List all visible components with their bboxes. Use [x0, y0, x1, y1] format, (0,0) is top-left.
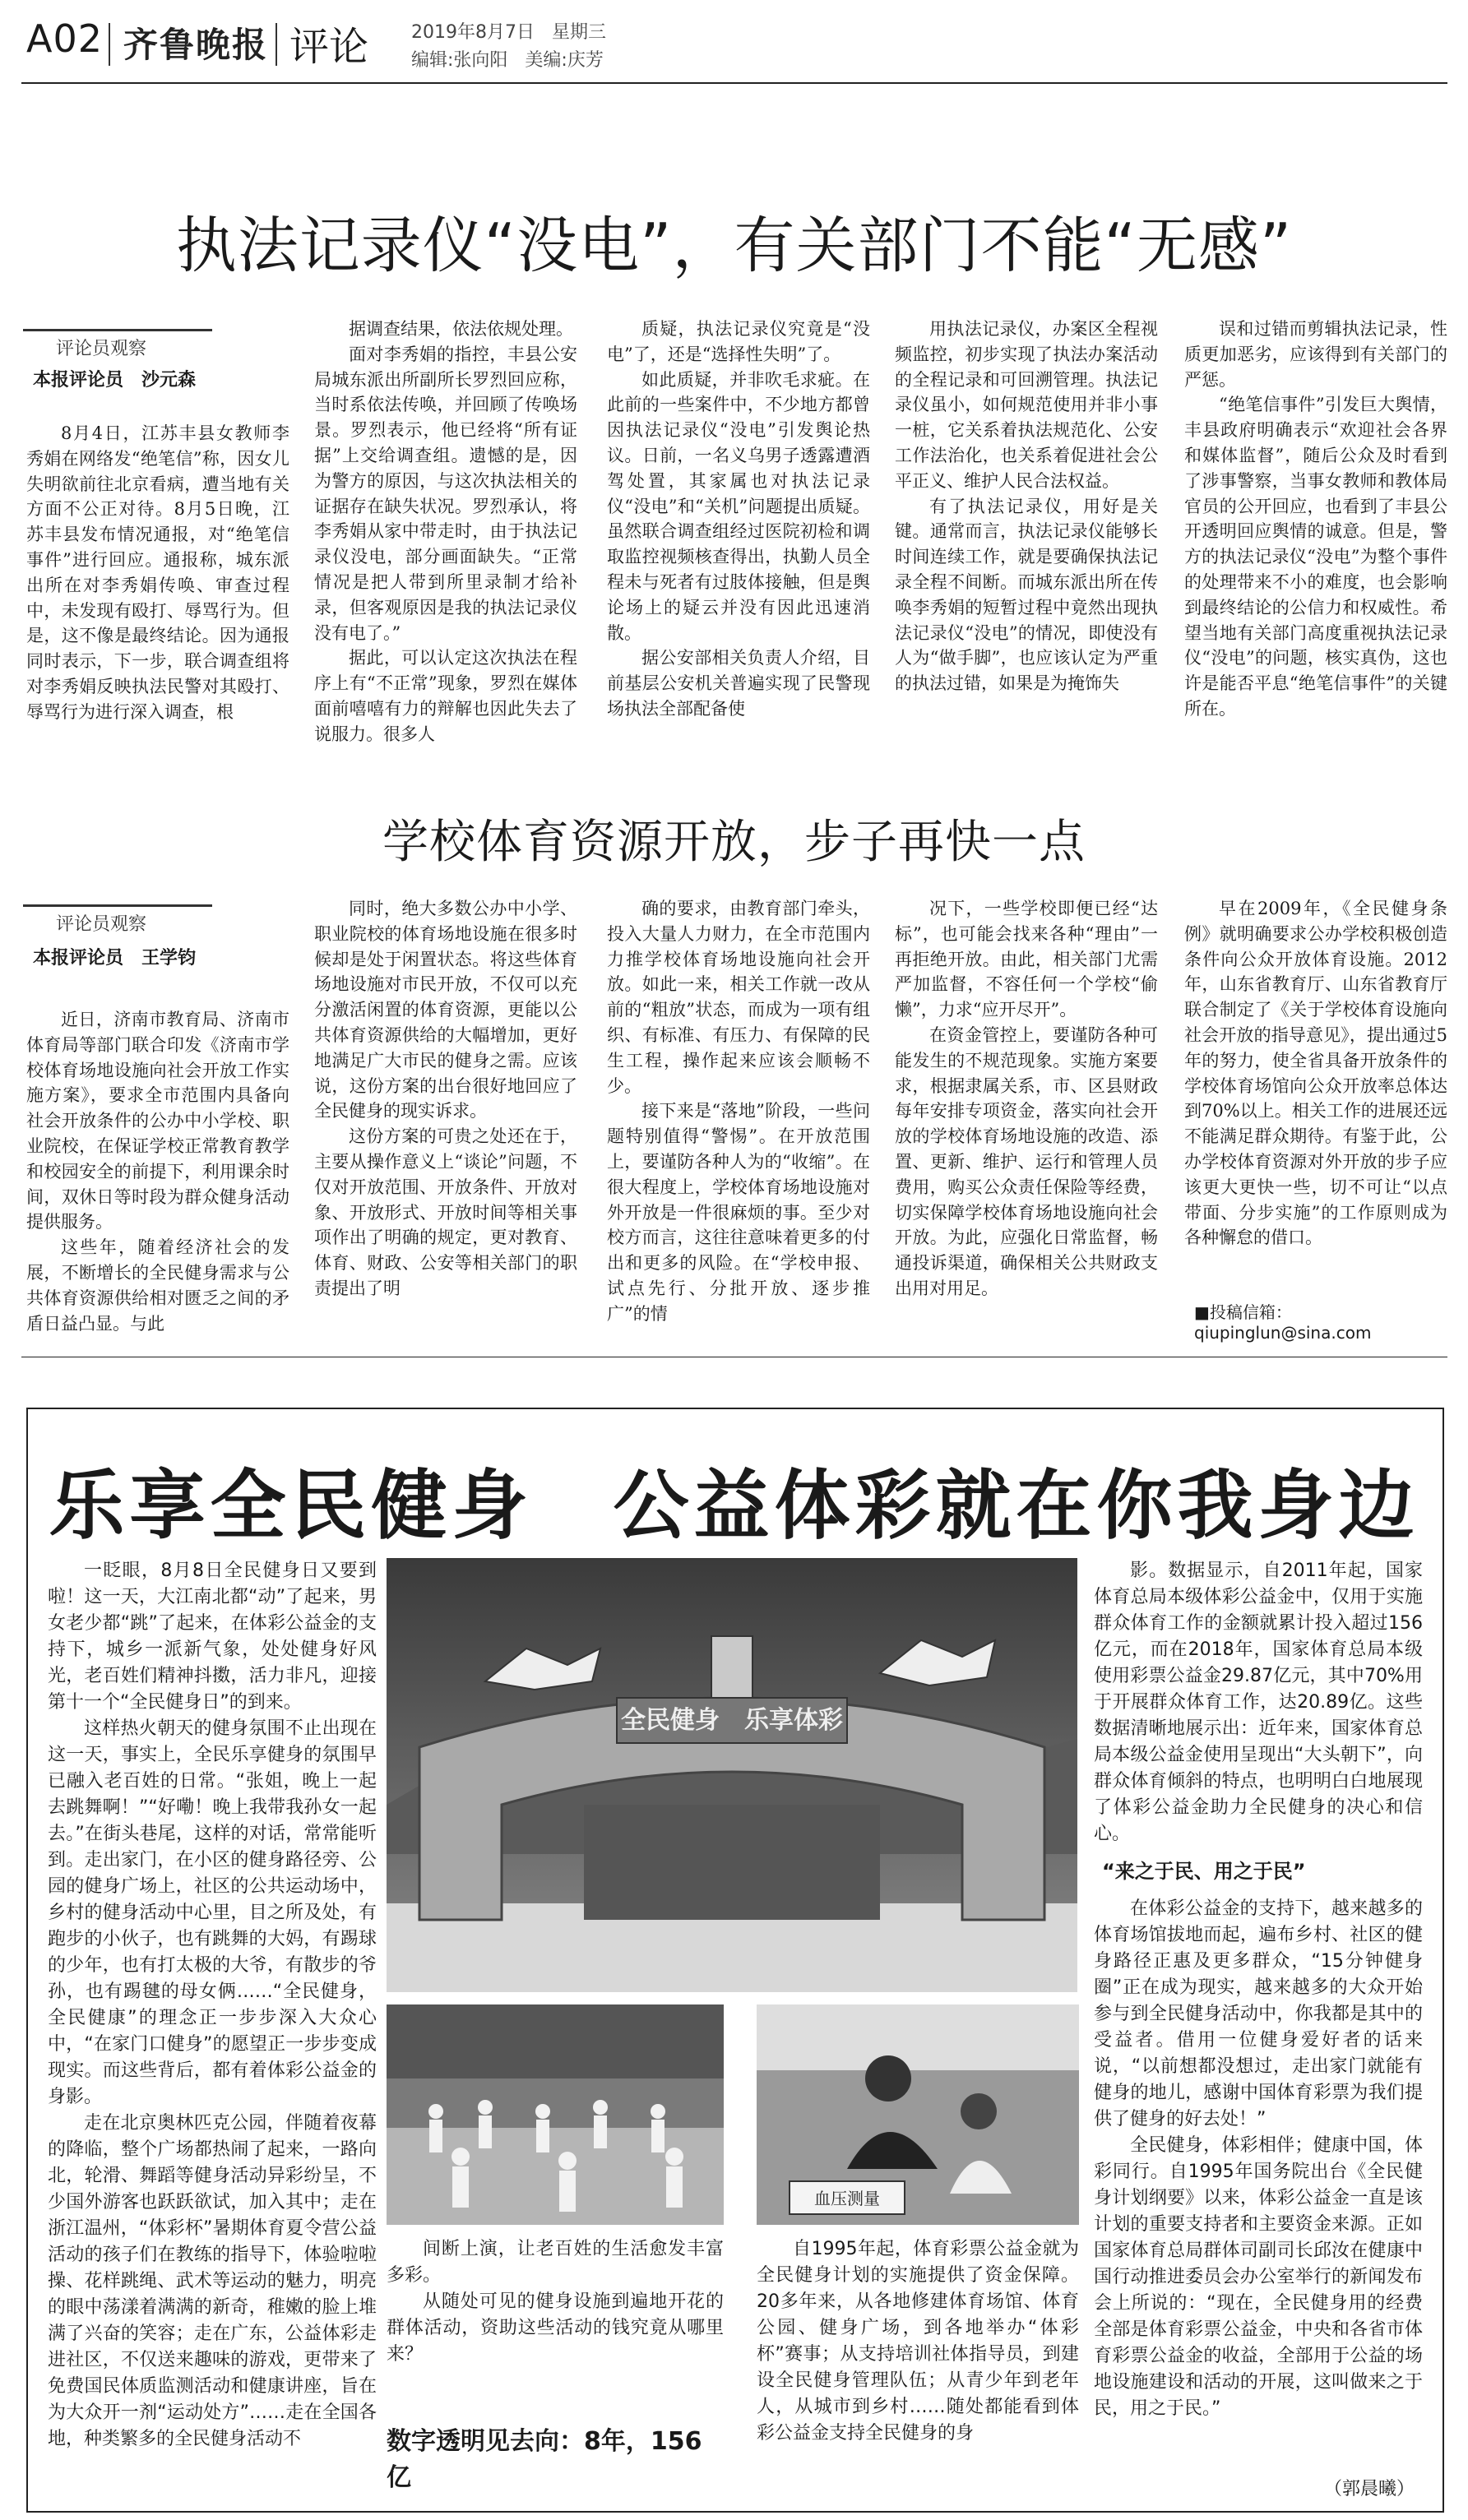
article2-column-2	[314, 896, 577, 1302]
headline-article2: 学校体育资源开放，步子再快一点	[382, 816, 1086, 869]
article1-column-2	[314, 317, 577, 747]
paragraph: 间断上演，让老百姓的生活愈发丰富多彩。	[387, 2239, 724, 2286]
masthead-rule	[21, 82, 1447, 84]
masthead	[0, 0, 1468, 90]
issue-date: 2019年8月7日 星期三	[411, 22, 606, 43]
article1-column-3	[607, 317, 870, 722]
paragraph: 误和过错而剪辑执法记录，性质更加恶劣，应该得到有关部门的严惩。	[1184, 319, 1447, 390]
feature-subhead-figures: 数字透明见去向：8年，156亿	[387, 2427, 702, 2492]
article2-column-4	[895, 896, 1158, 1302]
feature-column-4b	[1094, 1896, 1423, 2422]
section-name: 评论	[289, 24, 369, 70]
feature-column-1	[48, 1558, 377, 2453]
photo-blood-pressure	[757, 2004, 1079, 2225]
divider	[276, 23, 277, 66]
paragraph: 据调查结果，依法依规处理。	[349, 319, 573, 339]
article2-column-1	[26, 1007, 289, 1336]
paragraph: 据此，可以认定这次执法在程序上有“不正常”现象，罗烈在媒体面前嘻嘻有力的辩解也因此失去了说服力。很多人	[314, 648, 577, 744]
paragraph: 这些年，随着经济社会的发展，不断增长的全民健身需求与公共体育资源供给相对匮乏之间的矛盾日益凸显。与此	[26, 1237, 289, 1334]
article2-column-5	[1184, 896, 1447, 1251]
paragraph: 如此质疑，并非吹毛求疵。在此前的一些案件中，不少地方都曾因执法记录仪“没电”引发舆论热议。日前，一名义乌男子透露遭酒驾处置，其家属也对执法记录仪“没电”和“关机”问题提出质疑。虽然联合调查组经过医院初检和调取监控视频核查得出，执勤人员全程未与死者有过肢体接触，但是舆论场上的疑云并没有因此迅速消散。	[607, 369, 870, 643]
column-tag: 评论员观察	[23, 904, 212, 936]
paragraph: 面对李秀娟的指控，丰县公安局城东派出所副所长罗烈回应称，当时系依法传唤，并回顾了传唤场景。罗烈表示，他已经将“所有证据”上交给调查组。遗憾的是，因为警方的原因，与这次执法相关的证据存在缺失状况。罗烈承认，将李秀娟从家中带走时，由于执法记录仪没电，部分画面缺失。“正常情况是把人带到所里录制才给补录，但客观原因是我的执法记录仪没有电了。”	[314, 344, 577, 643]
paragraph: 从随处可见的健身设施到遍地开花的群体活动，资助这些活动的钱究竟从哪里来？	[387, 2291, 724, 2365]
paragraph: 这份方案的可贵之处还在于，主要从操作意义上“谈论”问题，不仅对开放范围、开放条件、开放对象、开放形式、开放时间等相关事项作出了明确的规定，更对教育、体育、财政、公安等相关部门的职责提出了明	[314, 1126, 577, 1298]
submission-email: ■投稿信箱：qiupinglun@sina.com	[1194, 1302, 1372, 1343]
paragraph: 影。数据显示，自2011年起，国家体育总局本级体彩公益金中，仅用于实施群众体育工作的金额就累计投入超过156亿元，而在2018年，国家体育总局本级使用彩票公益金29.87亿元，其中70%用于开展群众体育工作，达20.89亿。这些数据清晰地展示出：近年来，国家体育总局本级公益金使用呈现出“大头朝下”，向群众体育倾斜的特点，也明明白白地展现了体彩公益金助力全民健身的决心和信心。	[1094, 1561, 1423, 1844]
paragraph: 质疑，执法记录仪究竟是“没电”了，还是“选择性失明”了。	[607, 319, 870, 364]
paragraph: 况下，一些学校即便已经“达标”，也可能会找来各种“理由”一再拒绝开放。由此，相关部门尤需严加监督，不容任何一个学校“偷懒”，力求“应开尽开”。	[895, 899, 1158, 1020]
article1-column-5	[1184, 317, 1447, 722]
feature-subhead-usage: “来之于民、用之于民”	[1102, 1860, 1306, 1883]
paragraph: 同时，绝大多数公办中小学、职业院校的体育场地设施在很多时候却是处于闲置状态。将这些体育场地设施对市民开放，不仅可以充分激活闲置的体育资源，更能以公共体育资源供给的大幅增加，更好地满足广大市民的健身之需。应该说，这份方案的出台很好地回应了全民健身的现实诉求。	[314, 899, 577, 1121]
paragraph: “绝笔信事件”引发巨大舆情，丰县政府明确表示“欢迎社会各界和媒体监督”，随后公众及时看到了涉事警察，当事女教师和教体局官员的公开回应，也看到了丰县公开透明回应舆情的诚意。但是，警方的执法记录仪“没电”为整个事件的处理带来不小的难度，也会影响到最终结论的公信力和权威性。希望当地有关部门高度重视执法记录仪“没电”的问题，核实真伪，这也许是能否平息“绝笔信事件”的关键所在。	[1184, 395, 1447, 719]
feature-mid-right	[757, 2236, 1079, 2447]
photo-gate	[387, 1558, 1077, 1992]
paragraph: 接下来是“落地”阶段，一些问题特别值得“警惕”。在开放范围上，要谨防各种人为的“收缩”。在很大程度上，学校体育场地设施对外开放是一件很麻烦的事。至少对校方而言，这往往意味着更多的付出和更多的风险。在“学校申报、试点先行、分批开放、逐步推广”的情	[607, 1101, 870, 1324]
byline: 本报评论员 沙元森	[33, 370, 197, 391]
headline-article1: 执法记录仪“没电”，有关部门不能“无感”	[175, 210, 1293, 281]
article1-column-4	[895, 317, 1158, 696]
author-credit: （郭晨曦）	[1324, 2479, 1415, 2499]
photo-sign-text: 血压测量	[814, 2189, 880, 2208]
paragraph: 全民健身，体彩相伴；健康中国，体彩同行。自1995年国务院出台《全民健身计划纲要》以来，体彩公益金一直是该计划的重要支持者和主要资金来源。正如国家体育总局群体司副司长邱汝在健康中国行动推进委员会办公室举行的新闻发布会上所说的：“现在，全民健身用的经费全部是体育彩票公益金，中央和各省市体育彩票公益金的收益，全部用于公益的场地设施建设和活动的开展，这叫做来之于民，用之于民。”	[1094, 2135, 1423, 2419]
feature-mid-left	[387, 2236, 724, 2368]
paragraph: 自1995年起，体育彩票公益金就为全民健身计划的实施提供了资金保障。20多年来，从各地修建体育场馆、体育公园、健身广场，到各地举办“体彩杯”赛事；从支持培训社体指导员，到建设全民健身管理队伍；从青少年到老年人，从城市到乡村……随处都能看到体彩公益金支持全民健身的身	[757, 2239, 1079, 2444]
photo-banner-text: 全民健身 乐享体彩	[621, 1706, 843, 1735]
page-number: A02	[26, 16, 104, 61]
paragraph: 有了执法记录仪，用好是关键。通常而言，执法记录仪能够长时间连续工作，就是要确保执法记录全程不间断。而城东派出所在传唤李秀娟的短暂过程中竟然出现执法记录仪“没电”的情况，即使没有人为“做手脚”，也应该认定为严重的执法过错，如果是为掩饰失	[895, 496, 1158, 694]
photo-square-dancers	[387, 2004, 724, 2225]
paragraph: 早在2009年，《全民健身条例》就明确要求公办学校积极创造条件向公众开放体育设施。2012年，山东省教育厅、山东省教育厅联合制定了《关于学校体育设施向社会开放的指导意见》，提出通过5年的努力，使全省具备开放条件的学校体育场馆向公众开放率总体达到70%以上。相关工作的进展还远不能满足群众期待。有鉴于此，公办学校体育资源对外开放的步子应该更大更快一些，切不可让“以点带面、分步实施”的工作原则成为各种懈怠的借口。	[1184, 899, 1447, 1248]
article1-column-1	[26, 421, 289, 725]
paragraph: 近日，济南市教育局、济南市体育局等部门联合印发《济南市学校体育场地设施向社会开放工作实施方案》，要求全市范围内具备向社会开放条件的公办中小学校、职业院校，在保证学校正常教育教学和校园安全的前提下，利用课余时间，双休日等时段为群众健身活动提供服务。	[26, 1010, 289, 1232]
paragraph: 用执法记录仪，办案区全程视频监控，初步实现了执法办案活动的全程记录和可回溯管理。执法记录仪虽小，如何规范使用并非小事一桩，它关系着执法规范化、公安工作法治化，也关系着促进社会公平正义、维护人民合法权益。	[895, 319, 1158, 491]
paragraph: 在资金管控上，要谨防各种可能发生的不规范现象。实施方案要求，根据隶属关系，市、区县财政每年安排专项资金，落实向社会开放的学校体育场地设施的改造、添置、更新、维护、运行和管理人员费用，购买公众责任保险等经费，切实保障学校体育场地设施向社会开放。为此，应强化日常监督，畅通投诉渠道，确保相关公共财政支出用对用足。	[895, 1024, 1158, 1298]
column-tag: 评论员观察	[23, 329, 212, 360]
paragraph: 8月4日，江苏丰县女教师李秀娟在网络发“绝笔信”称，因女儿失明欲前往北京看病，遭当地有关方面不公正对待。8月5日晚，江苏丰县发布情况通报，对“绝笔信事件”进行回应。通报称，城东派出所在对李秀娟传唤、审查过程中，未发现有殴打、辱骂行为。但是，这不像是最终结论。因为通报同时表示，下一步，联合调查组将对李秀娟反映执法民警对其殴打、辱骂行为进行深入调查，根	[26, 423, 289, 722]
byline: 本报评论员 王学钧	[33, 948, 197, 969]
paragraph: 确的要求，由教育部门牵头，投入大量人力财力，在全市范围内力推学校体育场地设施向社会开放。如此一来，相关工作就一改从前的“粗放”状态，而成为一项有组织、有标准、有压力、有保障的民生工程，操作起来应该会顺畅不少。	[607, 899, 870, 1096]
paragraph: 走在北京奥林匹克公园，伴随着夜幕的降临，整个广场都热闹了起来，一路向北，轮滑、舞蹈等健身活动异彩纷呈，不少国外游客也跃跃欲试，加入其中；走在浙江温州，“体彩杯”暑期体育夏令营公益活动的孩子们在教练的指导下，体验啦啦操、花样跳绳、武术等运动的魅力，明亮的眼中荡漾着满满的新奇，稚嫩的脸上堆满了兴奋的笑容；走在广东，公益体彩走进社区，不仅送来趣味的游戏，更带来了免费国民体质监测活动和健康讲座，旨在为大众开一剂“运动处方”……走在全国各地，种类繁多的全民健身活动不	[48, 2113, 377, 2449]
editor-credits: 编辑:张向阳 美编:庆芳	[411, 50, 604, 71]
paragraph: 在体彩公益金的支持下，越来越多的体育场馆拔地而起，遍布乡村、社区的健身路径正惠及更多群众，“15分钟健身圈”正在成为现实，越来越多的大众开始参与到全民健身活动中，你我都是其中的受益者。借用一位健身爱好者的话来说，“以前想都没想过，走出家门就能有健身的地儿，感谢中国体育彩票为我们提供了健身的好去处！”	[1094, 1898, 1423, 2129]
article2-column-3	[607, 896, 870, 1327]
headline-feature: 乐享全民健身 公益体彩就在你我身边	[49, 1462, 1419, 1550]
divider	[109, 23, 110, 66]
feature-column-4	[1094, 1558, 1423, 1847]
paragraph: 据公安部相关负责人介绍，目前基层公安机关普遍实现了民警现场执法全部配备使	[607, 648, 870, 719]
paragraph: 一眨眼，8月8日全民健身日又要到啦！这一天，大江南北都“动”了起来，男女老少都“跳”了起来，在体彩公益金的支持下，城乡一派新气象，处处健身好风光，老百姓们精神抖擞，活力非凡，迎接第十一个“全民健身日”的到来。	[48, 1561, 377, 1713]
paper-name: 齐鲁晚报	[123, 25, 269, 65]
paragraph: 这样热火朝天的健身氛围不止出现在这一天，事实上，全民乐享健身的氛围早已融入老百姓的日常。“张姐，晚上一起去跳舞啊！”“好嘞！晚上我带我孙女一起去。”在街头巷尾，这样的对话，常常能听到。走出家门，在小区的健身路径旁、公园的健身广场上，社区的公共运动场中，乡村的健身活动中心里，目之所及处，有跑步的小伙子，也有跳舞的大妈，有踢球的少年，也有打太极的大爷，有散步的爷孙，也有踢毽的母女俩……“全民健身，全民健康”的理念正一步步深入大众心中，“在家门口健身”的愿望正一步步变成现实。而这些背后，都有着体彩公益金的身影。	[48, 1718, 377, 2107]
